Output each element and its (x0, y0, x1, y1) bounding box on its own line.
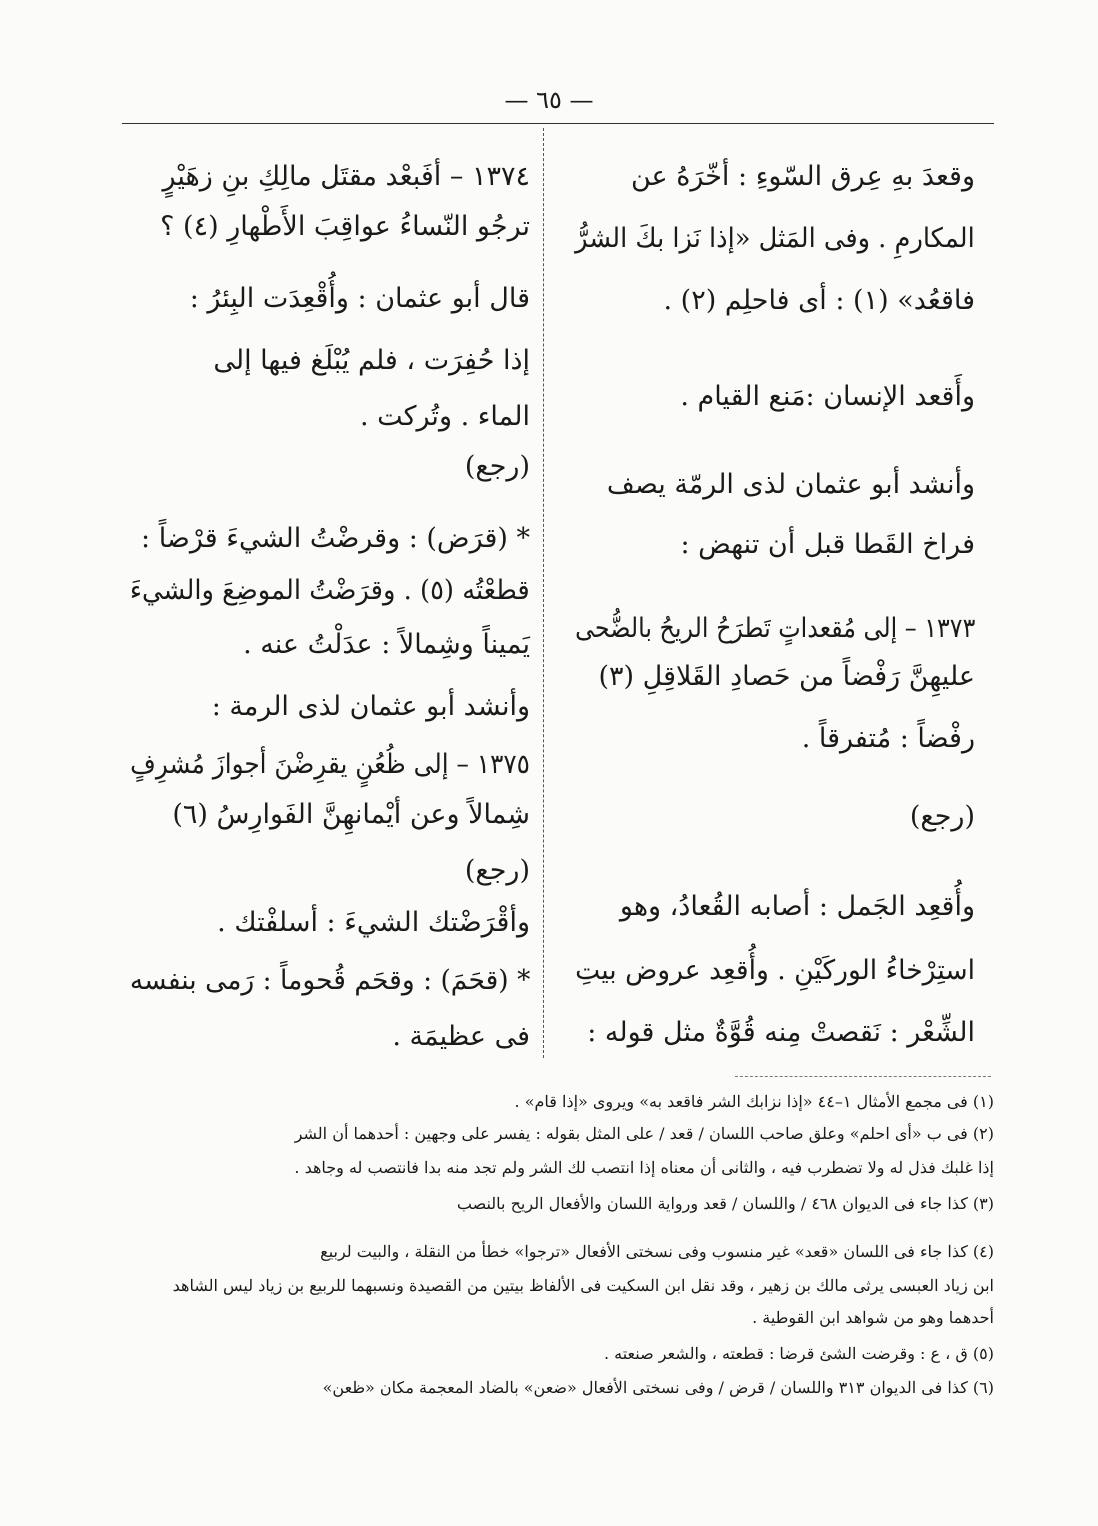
text-line: فى عظيمَة . (392, 1021, 530, 1052)
footnote-line: أحدهما وهو من شواهد ابن القوطية . (752, 1308, 994, 1327)
entry-heading: * (قرَض) : وقرضْتُ الشيءَ قرْضاً : (141, 523, 530, 554)
right-column (575, 160, 975, 1060)
page-number: — ٦٥ — (504, 86, 594, 114)
text-line: وأَقعد الإنسان :مَنع القيام . (680, 381, 975, 412)
footnote-line: (٣) كذا جاء فى الديوان ٤٦٨ / واللسان / قعد ورواية اللسان والأفعال الريح بالنصب (456, 1194, 994, 1213)
text-line: قال أبو عثمان : وأُقْعِدَت البِئرُ : (189, 283, 530, 314)
verse-line: ١٣٧٣ – إلى مُقعداتٍ تَطرَحُ الريحُ بالضُّحى (574, 613, 975, 644)
text-line: رفْضاً : مُتفرقاً . (801, 723, 975, 754)
text-line: الشِّعْر : نَقصتْ مِنه قُوَّةٌ مثل قوله : (587, 1017, 975, 1048)
footnote-line: (١) فى مجمع الأمثال ١–٤٤ «إذا نزابك الشر فاقعد به» ويروى «إذا قام» . (514, 1092, 994, 1111)
header-rule (122, 123, 994, 124)
text-line: الماء . وتُركت . (360, 401, 530, 432)
verse-line: عليهِنَّ رَفْضاً من حَصادِ القَلاقِلِ (٣) (598, 661, 975, 692)
text-line: وأنشد أبو عثمان لذى الرمة : (211, 691, 530, 722)
verse-line: ١٣٧٤ – أفَبعْد مقتَل مالِكِ بنِ زهَيْرٍ (162, 161, 530, 192)
text-line: فراخ القَطا قبل أن تنهض : (680, 529, 975, 560)
section-marker: (رجع) (464, 451, 530, 482)
text-line: المكارمِ . وفى المَثل «إذا نَزا بكَ الشرُّ (575, 223, 975, 254)
section-marker: (رجع) (464, 855, 530, 886)
text-line: وأقْرَضْتك الشيءَ : أسلفْتك . (217, 907, 530, 938)
footnote-line: ابن زياد العبسى يرثى مالك بن زهير ، وقد نقل ابن السكيت فى الألفاظ بيتين من القصيدة ونسبهما للربيع بن زياد ليس الشاهد (172, 1276, 994, 1295)
footnote-line: إذا غلبك فذل له ولا تضطرب فيه ، والثانى أن معناه إذا انتصب لك الشر ولم تجد منه بدا فانتصب له وجاهد . (294, 1158, 994, 1177)
column-divider (543, 128, 544, 1058)
footnotes (122, 1094, 994, 1434)
text-line: وقعدَ بهِ عِرق السّوءِ : أخّرَهُ عن (630, 161, 975, 192)
section-marker: (رجع) (909, 801, 975, 832)
footnote-line: (٢) فى ب «أى احلم» وعلق صاحب اللسان / قعد / على المثل بقوله : يفسر على وجهين : أحدهما أن الشر (294, 1124, 994, 1143)
footnote-line: (٤) كذا جاء فى اللسان «قعد» غير منسوب وفى نسختى الأفعال «ترجوا» خطأ من النقلة ، والبيت لربيع (320, 1242, 994, 1261)
verse-line: شِمالاً وعن أيْمانهِنَّ الفَوارِسُ (٦) (172, 799, 530, 830)
text-line: وأنشد أبو عثمان لذى الرمّة يصف (606, 469, 975, 500)
footnote-line: (٦) كذا فى الديوان ٣١٣ واللسان / قرض / وفى نسختى الأفعال «ضعن» بالضاد المعجمة مكان «ظعن» (322, 1378, 994, 1397)
footnote-separator (735, 1076, 991, 1077)
text-line: يَميناً وشِمالاً : عدَلْتُ عنه . (243, 629, 530, 660)
text-line: إذا حُفِرَت ، فلم يُبْلَغ فيها إلى (213, 345, 530, 376)
verse-line: ترجُو النّساءُ عواقِبَ الأَطْهارِ (٤) ؟ (160, 211, 530, 242)
text-line: وأُقعِد الجَمل : أصابه القُعادُ، وهو (619, 891, 975, 922)
footnote-line: (٥) ق ، ع : وقرضت الشئ قرضا : قطعته ، والشعر صنعته . (603, 1344, 994, 1363)
entry-heading: * (قحَمَ) : وقحَم قُحوماً : رَمى بنفسه (129, 965, 530, 996)
left-column (130, 160, 530, 1060)
text-line: استِرْخاءُ الوركَيْنِ . وأُقعِد عروض بيتِ (575, 955, 975, 986)
verse-line: ١٣٧٥ – إلى ظُعُنٍ يقرِضْنَ أجوازَ مُشرِفٍ (130, 749, 530, 780)
text-line: فاقعُد» (١) : أى فاحلِم (٢) . (663, 285, 975, 316)
text-line: قطعْتُه (٥) . وقرَضْتُ الموضِعَ والشيءَ (130, 575, 530, 606)
